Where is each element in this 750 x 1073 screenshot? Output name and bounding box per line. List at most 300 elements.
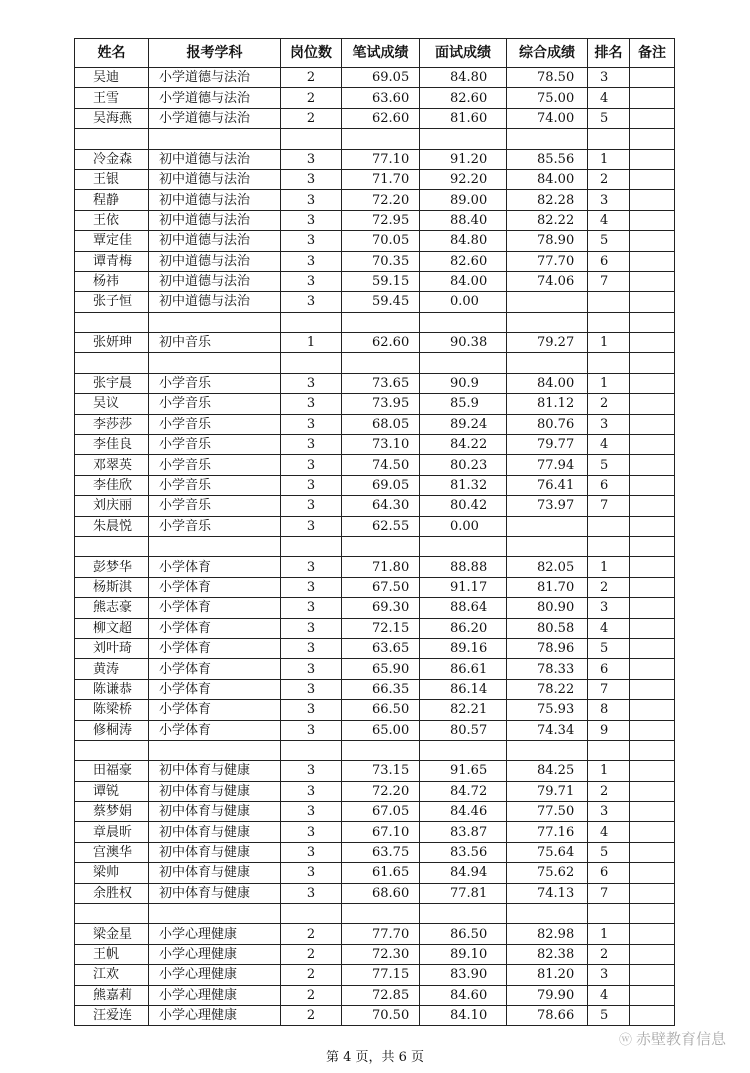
cell-total — [507, 536, 588, 556]
table-row — [75, 863, 675, 883]
header-interview-score: 面试成绩 — [420, 39, 507, 68]
table-row-blank — [75, 312, 675, 332]
table-row — [75, 557, 675, 577]
cell-interview — [420, 353, 507, 373]
cell-name — [75, 740, 149, 760]
cell-posts: 3 — [281, 210, 342, 230]
cell-rank: 5 — [588, 1005, 630, 1025]
cell-posts: 3 — [281, 251, 342, 271]
header-posts: 岗位数 — [281, 39, 342, 68]
cell-remark — [630, 271, 675, 291]
cell-posts: 3 — [281, 169, 342, 189]
cell-rank: 5 — [588, 231, 630, 251]
cell-rank: 1 — [588, 761, 630, 781]
cell-interview: 89.10 — [420, 944, 507, 964]
cell-written — [342, 740, 420, 760]
cell-remark — [630, 169, 675, 189]
cell-written: 62.60 — [342, 108, 420, 128]
cell-name: 覃定佳 — [75, 231, 149, 251]
cell-total: 75.00 — [507, 88, 588, 108]
cell-name: 冷金森 — [75, 149, 149, 169]
cell-subject — [149, 740, 281, 760]
cell-rank: 7 — [588, 496, 630, 516]
table-row — [75, 924, 675, 944]
cell-total: 79.71 — [507, 781, 588, 801]
cell-rank: 1 — [588, 373, 630, 393]
cell-name: 张妍珅 — [75, 333, 149, 353]
table-row — [75, 373, 675, 393]
cell-total: 78.96 — [507, 638, 588, 658]
table-row — [75, 68, 675, 88]
cell-rank: 5 — [588, 108, 630, 128]
cell-posts — [281, 904, 342, 924]
cell-remark — [630, 251, 675, 271]
cell-posts: 3 — [281, 802, 342, 822]
cell-rank: 2 — [588, 169, 630, 189]
cell-written: 74.50 — [342, 455, 420, 475]
cell-posts: 3 — [281, 292, 342, 312]
cell-total: 79.90 — [507, 985, 588, 1005]
cell-subject: 初中道德与法治 — [149, 292, 281, 312]
cell-rank: 7 — [588, 883, 630, 903]
cell-subject: 小学心理健康 — [149, 924, 281, 944]
cell-total: 77.70 — [507, 251, 588, 271]
table-row — [75, 679, 675, 699]
cell-name: 王银 — [75, 169, 149, 189]
cell-subject: 初中音乐 — [149, 333, 281, 353]
cell-name: 吴迪 — [75, 68, 149, 88]
table-row — [75, 210, 675, 230]
cell-interview: 91.65 — [420, 761, 507, 781]
cell-interview: 84.80 — [420, 231, 507, 251]
wechat-icon: ⓦ — [618, 1033, 632, 1048]
cell-name: 修桐涛 — [75, 720, 149, 740]
cell-written: 72.15 — [342, 618, 420, 638]
cell-rank: 3 — [588, 68, 630, 88]
cell-posts: 3 — [281, 761, 342, 781]
cell-subject: 小学体育 — [149, 598, 281, 618]
cell-name: 李佳欣 — [75, 475, 149, 495]
cell-rank: 5 — [588, 842, 630, 862]
cell-subject: 小学体育 — [149, 577, 281, 597]
cell-posts: 3 — [281, 863, 342, 883]
cell-posts: 3 — [281, 271, 342, 291]
cell-written: 65.00 — [342, 720, 420, 740]
cell-name: 程静 — [75, 190, 149, 210]
cell-written: 66.35 — [342, 679, 420, 699]
cell-interview: 84.80 — [420, 68, 507, 88]
cell-interview: 80.23 — [420, 455, 507, 475]
table-row — [75, 88, 675, 108]
cell-posts — [281, 129, 342, 149]
cell-rank — [588, 516, 630, 536]
cell-posts: 3 — [281, 822, 342, 842]
cell-subject — [149, 312, 281, 332]
cell-name: 江欢 — [75, 965, 149, 985]
cell-remark — [630, 924, 675, 944]
cell-remark — [630, 108, 675, 128]
cell-rank: 3 — [588, 190, 630, 210]
cell-interview: 88.64 — [420, 598, 507, 618]
cell-subject: 初中体育与健康 — [149, 781, 281, 801]
cell-written: 66.50 — [342, 700, 420, 720]
cell-name — [75, 353, 149, 373]
cell-name: 刘叶琦 — [75, 638, 149, 658]
cell-written: 70.50 — [342, 1005, 420, 1025]
cell-name: 梁金星 — [75, 924, 149, 944]
cell-interview — [420, 536, 507, 556]
cell-rank — [588, 129, 630, 149]
cell-interview: 84.72 — [420, 781, 507, 801]
cell-written: 72.95 — [342, 210, 420, 230]
cell-posts: 3 — [281, 190, 342, 210]
cell-rank: 4 — [588, 618, 630, 638]
cell-interview: 80.42 — [420, 496, 507, 516]
cell-name: 余胜权 — [75, 883, 149, 903]
cell-total: 73.97 — [507, 496, 588, 516]
cell-name: 熊嘉莉 — [75, 985, 149, 1005]
cell-posts: 2 — [281, 924, 342, 944]
cell-remark — [630, 475, 675, 495]
cell-subject: 小学体育 — [149, 700, 281, 720]
cell-written: 70.05 — [342, 231, 420, 251]
cell-posts: 3 — [281, 373, 342, 393]
cell-subject: 初中道德与法治 — [149, 271, 281, 291]
table-row — [75, 394, 675, 414]
cell-interview: 86.14 — [420, 679, 507, 699]
cell-written: 62.55 — [342, 516, 420, 536]
cell-interview: 84.94 — [420, 863, 507, 883]
cell-name: 宫澳华 — [75, 842, 149, 862]
cell-subject: 初中道德与法治 — [149, 251, 281, 271]
table-row — [75, 883, 675, 903]
cell-posts: 3 — [281, 842, 342, 862]
cell-rank: 7 — [588, 679, 630, 699]
cell-subject: 小学心理健康 — [149, 965, 281, 985]
cell-subject: 小学心理健康 — [149, 944, 281, 964]
cell-rank — [588, 536, 630, 556]
cell-rank: 9 — [588, 720, 630, 740]
cell-remark — [630, 659, 675, 679]
cell-name — [75, 904, 149, 924]
cell-subject: 小学体育 — [149, 720, 281, 740]
table-row — [75, 292, 675, 312]
cell-subject: 小学音乐 — [149, 435, 281, 455]
cell-name — [75, 312, 149, 332]
cell-rank: 4 — [588, 985, 630, 1005]
cell-interview: 80.57 — [420, 720, 507, 740]
cell-total — [507, 904, 588, 924]
cell-posts: 3 — [281, 883, 342, 903]
cell-written: 70.35 — [342, 251, 420, 271]
cell-name: 田福豪 — [75, 761, 149, 781]
cell-name: 王帆 — [75, 944, 149, 964]
cell-rank: 6 — [588, 659, 630, 679]
cell-total: 77.50 — [507, 802, 588, 822]
cell-name: 刘庆丽 — [75, 496, 149, 516]
cell-total: 74.34 — [507, 720, 588, 740]
cell-posts: 3 — [281, 659, 342, 679]
cell-total: 80.58 — [507, 618, 588, 638]
table-header-row — [75, 39, 675, 68]
cell-remark — [630, 455, 675, 475]
table-row — [75, 169, 675, 189]
cell-remark — [630, 312, 675, 332]
cell-remark — [630, 129, 675, 149]
table-row — [75, 944, 675, 964]
table-row-blank — [75, 129, 675, 149]
cell-remark — [630, 210, 675, 230]
cell-written: 72.85 — [342, 985, 420, 1005]
cell-written — [342, 536, 420, 556]
cell-total: 75.93 — [507, 700, 588, 720]
cell-subject: 小学音乐 — [149, 373, 281, 393]
cell-name: 李莎莎 — [75, 414, 149, 434]
cell-remark — [630, 557, 675, 577]
cell-remark — [630, 149, 675, 169]
cell-total: 82.38 — [507, 944, 588, 964]
cell-total: 84.25 — [507, 761, 588, 781]
header-rank: 排名 — [588, 39, 630, 68]
cell-total: 81.20 — [507, 965, 588, 985]
cell-remark — [630, 598, 675, 618]
cell-rank: 5 — [588, 455, 630, 475]
table-row — [75, 598, 675, 618]
cell-total: 76.41 — [507, 475, 588, 495]
cell-total: 74.13 — [507, 883, 588, 903]
page-footer: 第 4 页，共 6 页 — [325, 1050, 425, 1065]
cell-total — [507, 312, 588, 332]
cell-name: 张子恒 — [75, 292, 149, 312]
cell-interview: 82.60 — [420, 251, 507, 271]
cell-name: 黄涛 — [75, 659, 149, 679]
cell-total: 84.00 — [507, 373, 588, 393]
cell-written: 63.60 — [342, 88, 420, 108]
cell-written: 73.65 — [342, 373, 420, 393]
table-row — [75, 251, 675, 271]
cell-name: 彭梦华 — [75, 557, 149, 577]
cell-total: 78.66 — [507, 1005, 588, 1025]
cell-subject: 小学音乐 — [149, 394, 281, 414]
cell-posts: 2 — [281, 944, 342, 964]
cell-subject: 小学音乐 — [149, 475, 281, 495]
cell-name: 汪爱连 — [75, 1005, 149, 1025]
cell-written: 61.65 — [342, 863, 420, 883]
cell-remark — [630, 740, 675, 760]
cell-posts: 3 — [281, 231, 342, 251]
header-remark: 备注 — [630, 39, 675, 68]
cell-written: 59.15 — [342, 271, 420, 291]
table-row — [75, 333, 675, 353]
cell-interview: 82.60 — [420, 88, 507, 108]
cell-total — [507, 353, 588, 373]
cell-remark — [630, 700, 675, 720]
cell-posts: 3 — [281, 394, 342, 414]
cell-total — [507, 740, 588, 760]
cell-total: 85.56 — [507, 149, 588, 169]
cell-posts — [281, 740, 342, 760]
cell-remark — [630, 883, 675, 903]
cell-subject: 初中道德与法治 — [149, 169, 281, 189]
cell-written — [342, 312, 420, 332]
cell-subject: 初中体育与健康 — [149, 883, 281, 903]
cell-posts: 2 — [281, 1005, 342, 1025]
cell-interview: 77.81 — [420, 883, 507, 903]
cell-interview: 0.00 — [420, 292, 507, 312]
cell-remark — [630, 231, 675, 251]
cell-written: 63.75 — [342, 842, 420, 862]
cell-subject: 初中体育与健康 — [149, 802, 281, 822]
cell-name — [75, 129, 149, 149]
cell-total: 82.05 — [507, 557, 588, 577]
cell-remark — [630, 516, 675, 536]
cell-posts: 3 — [281, 516, 342, 536]
cell-interview: 84.22 — [420, 435, 507, 455]
cell-name: 蔡梦娟 — [75, 802, 149, 822]
cell-remark — [630, 496, 675, 516]
cell-total: 79.77 — [507, 435, 588, 455]
header-written-score: 笔试成绩 — [342, 39, 420, 68]
cell-rank: 2 — [588, 944, 630, 964]
cell-remark — [630, 618, 675, 638]
cell-total: 81.12 — [507, 394, 588, 414]
cell-posts: 3 — [281, 720, 342, 740]
cell-subject: 小学体育 — [149, 679, 281, 699]
cell-posts: 3 — [281, 618, 342, 638]
cell-interview: 81.32 — [420, 475, 507, 495]
cell-posts — [281, 536, 342, 556]
cell-subject: 小学音乐 — [149, 496, 281, 516]
cell-subject: 初中体育与健康 — [149, 822, 281, 842]
cell-written: 71.80 — [342, 557, 420, 577]
cell-remark — [630, 904, 675, 924]
cell-interview: 86.20 — [420, 618, 507, 638]
cell-subject: 小学音乐 — [149, 414, 281, 434]
cell-rank — [588, 292, 630, 312]
cell-posts: 3 — [281, 598, 342, 618]
cell-name: 王依 — [75, 210, 149, 230]
cell-written: 67.10 — [342, 822, 420, 842]
cell-written: 72.30 — [342, 944, 420, 964]
cell-remark — [630, 965, 675, 985]
cell-total: 77.16 — [507, 822, 588, 842]
cell-interview: 90.9 — [420, 373, 507, 393]
table-row — [75, 1005, 675, 1025]
cell-subject: 小学音乐 — [149, 516, 281, 536]
cell-interview: 84.00 — [420, 271, 507, 291]
cell-remark — [630, 68, 675, 88]
cell-subject: 小学音乐 — [149, 455, 281, 475]
cell-remark — [630, 394, 675, 414]
cell-rank: 6 — [588, 475, 630, 495]
cell-rank: 8 — [588, 700, 630, 720]
cell-written: 68.60 — [342, 883, 420, 903]
cell-written: 64.30 — [342, 496, 420, 516]
cell-total — [507, 129, 588, 149]
cell-rank: 7 — [588, 271, 630, 291]
cell-written: 63.65 — [342, 638, 420, 658]
table-row — [75, 149, 675, 169]
table-row-blank — [75, 740, 675, 760]
cell-rank: 3 — [588, 414, 630, 434]
cell-total: 74.00 — [507, 108, 588, 128]
cell-posts: 3 — [281, 679, 342, 699]
cell-subject — [149, 353, 281, 373]
cell-name: 朱晨悦 — [75, 516, 149, 536]
cell-name: 吴议 — [75, 394, 149, 414]
cell-total: 77.94 — [507, 455, 588, 475]
cell-written: 77.70 — [342, 924, 420, 944]
cell-written — [342, 353, 420, 373]
cell-written: 72.20 — [342, 190, 420, 210]
table-row — [75, 455, 675, 475]
table-row — [75, 781, 675, 801]
cell-posts: 3 — [281, 700, 342, 720]
cell-name: 章晨昕 — [75, 822, 149, 842]
cell-subject: 小学心理健康 — [149, 1005, 281, 1025]
cell-subject: 小学心理健康 — [149, 985, 281, 1005]
cell-posts: 3 — [281, 475, 342, 495]
cell-interview: 84.46 — [420, 802, 507, 822]
cell-posts: 2 — [281, 965, 342, 985]
cell-subject: 初中体育与健康 — [149, 761, 281, 781]
cell-name: 陈谦恭 — [75, 679, 149, 699]
table-row — [75, 618, 675, 638]
cell-remark — [630, 1005, 675, 1025]
cell-name: 李佳良 — [75, 435, 149, 455]
cell-subject: 初中道德与法治 — [149, 210, 281, 230]
header-total-score: 综合成绩 — [507, 39, 588, 68]
cell-interview: 86.50 — [420, 924, 507, 944]
table-row — [75, 822, 675, 842]
cell-interview: 90.38 — [420, 333, 507, 353]
cell-written: 67.05 — [342, 802, 420, 822]
table-row — [75, 516, 675, 536]
cell-total: 81.70 — [507, 577, 588, 597]
cell-subject: 小学道德与法治 — [149, 88, 281, 108]
cell-interview: 89.16 — [420, 638, 507, 658]
table-row — [75, 985, 675, 1005]
table-row — [75, 577, 675, 597]
cell-written: 73.15 — [342, 761, 420, 781]
cell-written — [342, 904, 420, 924]
header-name: 姓名 — [75, 39, 149, 68]
cell-remark — [630, 577, 675, 597]
cell-interview: 92.20 — [420, 169, 507, 189]
watermark-text: 赤壁教育信息 — [635, 1030, 726, 1048]
cell-written: 77.10 — [342, 149, 420, 169]
cell-total: 75.62 — [507, 863, 588, 883]
cell-name: 邓翠英 — [75, 455, 149, 475]
cell-interview: 83.56 — [420, 842, 507, 862]
cell-remark — [630, 292, 675, 312]
cell-posts: 3 — [281, 414, 342, 434]
cell-subject: 初中道德与法治 — [149, 149, 281, 169]
cell-total: 82.98 — [507, 924, 588, 944]
cell-posts: 3 — [281, 638, 342, 658]
cell-remark — [630, 822, 675, 842]
cell-interview — [420, 129, 507, 149]
cell-posts: 3 — [281, 577, 342, 597]
cell-total: 78.22 — [507, 679, 588, 699]
cell-posts — [281, 312, 342, 332]
cell-interview: 89.00 — [420, 190, 507, 210]
table-row — [75, 190, 675, 210]
cell-interview: 84.10 — [420, 1005, 507, 1025]
cell-interview: 85.9 — [420, 394, 507, 414]
cell-remark — [630, 88, 675, 108]
table-row — [75, 761, 675, 781]
